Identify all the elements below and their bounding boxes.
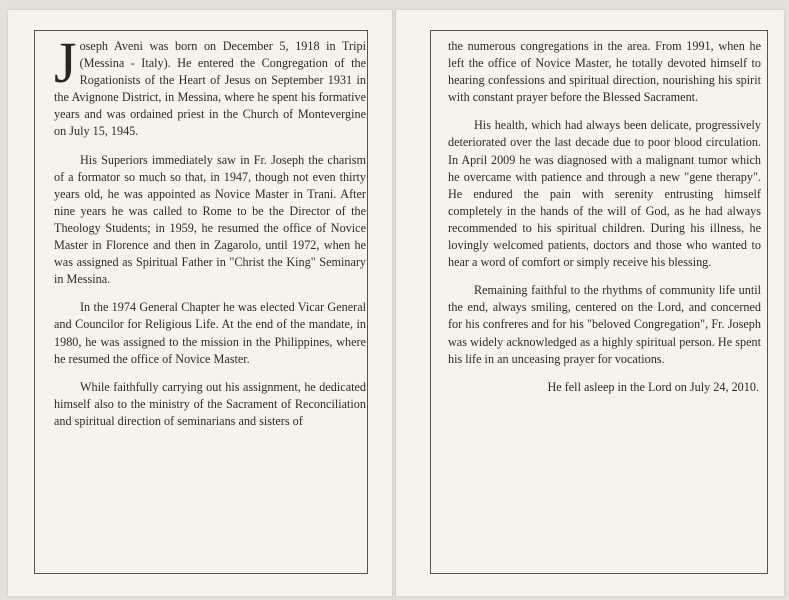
drop-cap: J: [54, 30, 77, 95]
right-page-text: [448, 38, 761, 407]
left-page-text: [54, 30, 366, 441]
paragraph-faithful: Remaining faithful to the rhythms of community life until the end, always smiling, centered on the Lord, and concerned for his confreres and for his "beloved Congregation", Fr. Joseph was widely acknowledged as a highly spiritual person. He spent his life in an unceasing prayer for vocations.: [448, 283, 761, 366]
paragraph-birth: [54, 30, 366, 141]
paragraph-general-chapter: In the 1974 General Chapter he was elected Vicar General and Councilor for Religious Life. At the end of the mandate, in 1980, he was assigned to the mission in the Philippines, where he resumed the office of Novice Master.: [54, 300, 366, 366]
right-page: [396, 10, 784, 596]
paragraph-ministry-continued: the numerous congregations in the area. From 1991, when he left the office of Novice Master, he totally devoted himself to hearing confessions and spiritual direction, nourishing his spirit with constant prayer before the Blessed Sacrament.: [448, 39, 761, 105]
paragraph-birth-text: oseph Aveni was born on December 5, 1918 in Tripi (Messina - Italy). He entered the Congregation of the Rogationists of the Heart of Jesus on September 1931 in the Avignone District, in Messina, where he spent his formative years and was ordained priest in the Church of Montevergine on July 15, 1945.: [54, 39, 366, 139]
paragraph-formator: His Superiors immediately saw in Fr. Joseph the charism of a formator so much so that, in 1947, though not even thirty years old, he was appointed as Novice Master in Trani. After nine years he was called to Rome to be the Director of the Theology Students; in 1959, he resumed the office of Novice Master in Florence and then in Zagarolo, until 1972, when he was assigned as Spiritual Father in "Christ the King" Seminary in Messina.: [54, 152, 366, 287]
paragraph-ministry: While faithfully carrying out his assignment, he dedicated himself also to the ministry of the Sacrament of Reconciliation and spiritual direction of seminarians and sisters of: [54, 379, 366, 428]
paragraph-death-date: He fell asleep in the Lord on July 24, 2010.: [547, 379, 759, 394]
paragraph-health: His health, which had always been delicate, progressively deteriorated over the last decade due to poor blood circulation. In April 2009 he was diagnosed with a malignant tumor which he overcame with patience and through a new "gene therapy". He endured the pain with serenity entrusting himself completely in the hands of the will of God, as he had always recommended to his spiritual children. During his illness, he lovingly welcomed patients, doctors and those who wanted to hear a word of comfort or simply receive his blessing.: [448, 118, 761, 270]
left-page: [8, 10, 392, 596]
